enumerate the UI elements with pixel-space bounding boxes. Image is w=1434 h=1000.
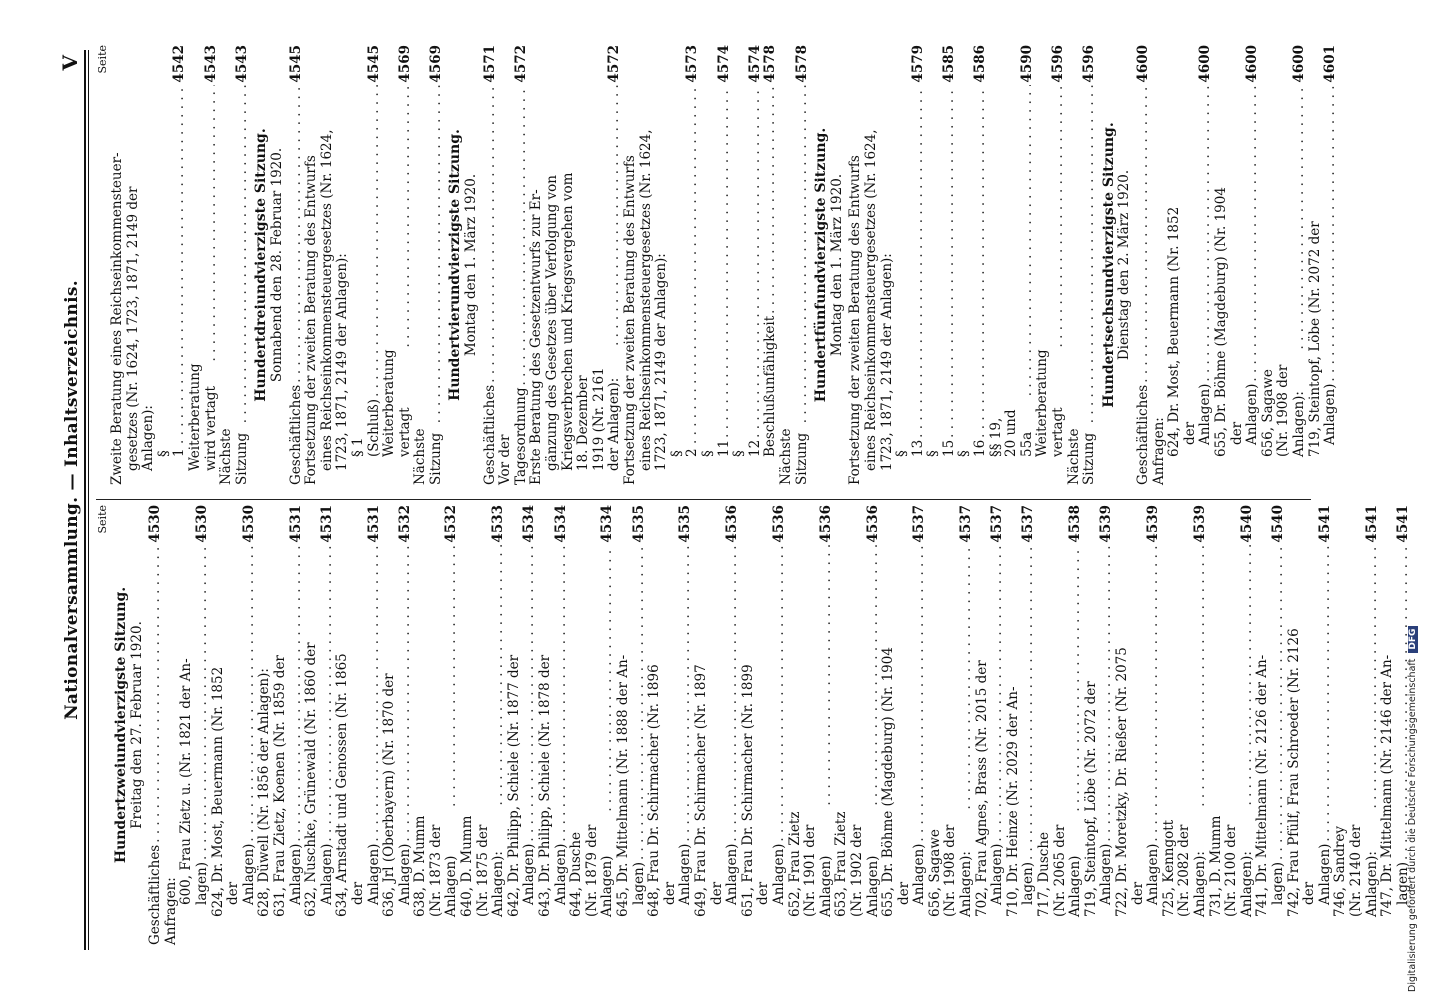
- toc-line: 655, Dr. Böhme (Magdeburg) (Nr. 1904: [1212, 187, 1229, 457]
- dot-leader: [148, 545, 164, 843]
- toc-page-number: 4543: [233, 45, 250, 83]
- toc-entry-text: der Anlagen): [1129, 843, 1162, 905]
- toc-page-number: 4539: [1191, 505, 1208, 543]
- toc-line: 628, Düwell (Nr. 1856 der Anlagen):: [256, 668, 273, 917]
- toc-line: Zweite Beratung eines Reichseinkommensteuer-: [109, 152, 125, 485]
- session-date: Sonnabend den 28. Februar 1920.: [268, 147, 285, 383]
- toc-page-number: 4530: [240, 505, 257, 543]
- toc-entry-text: 656, Sagawe (Nr. 1908 der Anlagen):: [1259, 364, 1307, 457]
- session-heading: Hundertdreiundvierzigste Sitzung.: [253, 128, 270, 402]
- toc-line: eines Reichseinkommensteuergesetzes (Nr. 1624,: [637, 129, 654, 471]
- dot-leader: [398, 85, 414, 348]
- toc-entry: [670, 45, 701, 485]
- toc-page-number: 4534: [552, 505, 569, 543]
- toc-entry: [498, 45, 529, 485]
- dot-leader: [678, 545, 694, 842]
- toc-entry: [1271, 505, 1287, 945]
- toc-page-number: 4531: [287, 505, 304, 543]
- toc-line: 655, Dr. Böhme (Magdeburg) (Nr. 1904: [880, 647, 897, 917]
- toc-page-number: 4540: [1269, 505, 1286, 543]
- toc-entry-text: § 13: [894, 439, 926, 457]
- toc-entry: [148, 505, 164, 945]
- toc-entry-text: Geschäftliches: [287, 384, 304, 485]
- section-label: Anfragen:: [162, 877, 179, 945]
- toc-entry: [351, 45, 382, 485]
- dot-leader: [763, 85, 779, 314]
- toc-line: 719, Steintopf, Löbe (Nr. 2072 der: [1082, 681, 1099, 917]
- dot-leader: [959, 545, 975, 810]
- toc-entry-text: § 15: [925, 439, 957, 457]
- toc-entry-text: Nächste Sitzung: [777, 428, 810, 485]
- toc-entry: [788, 505, 835, 945]
- toc-page-number: 4539: [1145, 505, 1162, 543]
- toc-page-number: 4590: [1018, 45, 1035, 83]
- toc-page-number: 4569: [427, 45, 444, 83]
- toc-entry: [1099, 505, 1115, 945]
- toc-entry-text: Nächste Sitzung: [412, 428, 444, 485]
- toc-entry: [1162, 505, 1209, 945]
- toc-entry-text: §§ 19, 20 und 55a: [987, 409, 1035, 457]
- dot-leader: [717, 85, 733, 438]
- dot-leader: [444, 545, 460, 807]
- footer-credit: [1407, 626, 1418, 992]
- toc-entry-text: lagen): [630, 862, 647, 905]
- toc-entry: [1302, 505, 1333, 945]
- toc-entry-text: § 12: [731, 439, 763, 457]
- dot-leader: [912, 545, 928, 842]
- toc-entry: [413, 45, 444, 485]
- toc-entry-text: Anlagen): [287, 843, 304, 905]
- dot-leader: [1245, 85, 1261, 382]
- toc-entry: [763, 45, 779, 485]
- dot-leader: [990, 545, 1006, 842]
- toc-page-number: 4596: [1081, 45, 1098, 83]
- toc-line: Erste Beratung des Gesetzentwurfs zur Er-: [528, 189, 545, 485]
- toc-line: Kriegsverbrechen und Kriegsvergehen vom: [559, 172, 576, 471]
- toc-entry: [710, 505, 741, 945]
- toc-page-number: 4543: [202, 45, 219, 83]
- dot-leader: [748, 85, 764, 438]
- toc-entry: [895, 45, 926, 485]
- toc-page-number: 4532: [396, 505, 413, 543]
- toc-entry: [990, 505, 1006, 945]
- toc-entry-text: Beschlußunfähigkeit: [762, 315, 779, 457]
- dot-leader: [725, 545, 741, 842]
- toc-page-number: 4574: [746, 45, 763, 83]
- toc-entry: [351, 505, 382, 945]
- toc-entry: [460, 505, 507, 945]
- toc-entry-text: der Anlagen): [1301, 843, 1333, 905]
- toc-page-number: 4536: [770, 505, 787, 543]
- toc-page-number: 4535: [677, 505, 694, 543]
- toc-entry-text: Vor der Tagesordnung: [497, 387, 529, 485]
- dot-leader: [204, 85, 220, 362]
- toc-line: 651, Frau Dr. Schirmacher (Nr. 1899: [739, 664, 756, 917]
- dot-leader: [514, 85, 530, 386]
- seite-label: Seite: [96, 45, 109, 74]
- dot-leader: [1020, 85, 1036, 397]
- seite-label: Seite: [96, 505, 109, 534]
- toc-page-number: 4530: [193, 505, 210, 543]
- dot-leader: [1051, 85, 1067, 348]
- toc-entry: [1333, 505, 1380, 945]
- toc-entry: [1021, 505, 1037, 945]
- dot-leader: [522, 545, 538, 842]
- dot-leader: [1082, 85, 1098, 424]
- toc-line: 631, Frau Zietz, Koenen (Nr. 1859 der: [271, 655, 288, 917]
- toc-entry: [398, 505, 414, 945]
- toc-page-number: 4574: [715, 45, 732, 83]
- toc-page-number: 4541: [1316, 505, 1333, 543]
- toc-page-number: 4601: [1322, 45, 1339, 83]
- toc-line: 710, Dr. Heinze (Nr. 2029 der An-: [1004, 686, 1021, 917]
- dot-leader: [1323, 85, 1339, 382]
- toc-entry: [928, 505, 975, 945]
- toc-entry-text: Weiterberatung vertagt: [381, 349, 413, 457]
- toc-page-number: 4578: [762, 45, 779, 83]
- toc-line: 645, Dr. Mittelmann (Nr. 1888 der An-: [615, 654, 631, 917]
- dot-leader: [685, 85, 701, 444]
- toc-entry-text: Anlagen): [396, 843, 413, 905]
- toc-line: Fortsetzung der zweiten Beratung des Entwurfs: [847, 155, 864, 485]
- dot-leader: [235, 85, 251, 424]
- toc-line: eines Reichseinkommensteuergesetzes (Nr. 1624,: [318, 129, 335, 471]
- toc-entry: [701, 45, 732, 485]
- toc-page-number: 4600: [1135, 45, 1151, 83]
- dot-leader: [1198, 85, 1214, 382]
- toc-entry: [957, 45, 988, 485]
- toc-entry-text: lagen): [193, 862, 210, 905]
- toc-entry-text: lagen): [1394, 862, 1411, 905]
- toc-page-number: 4539: [1098, 505, 1115, 543]
- toc-page-number: 4537: [989, 505, 1006, 543]
- toc-page-number: 4538: [1067, 505, 1084, 543]
- toc-page-number: 4537: [1020, 505, 1037, 543]
- toc-entry: [1230, 45, 1261, 485]
- toc-entry-text: Weiterberatung vertagt: [1034, 349, 1067, 457]
- dot-leader: [289, 545, 305, 842]
- session-heading: Hundertzweiundvierzigste Sitzung.: [113, 586, 129, 864]
- toc-entry-text: 725, Kenngott (Nr. 2082 der Anlagen):: [1160, 819, 1208, 917]
- toc-entry-text: Weiterberatung wird vertagt: [186, 363, 219, 471]
- dot-leader: [398, 545, 414, 842]
- toc-entry: [226, 505, 257, 945]
- toc-page-number: 4532: [443, 505, 460, 543]
- toc-line: gesetzes (Nr. 1624, 1723, 1871, 2149 der: [124, 186, 141, 471]
- dot-leader: [320, 545, 336, 842]
- toc-entry: [1136, 45, 1152, 485]
- toc-page-number: 4537: [958, 505, 975, 543]
- toc-entry-text: der Anlagen): [349, 843, 382, 905]
- toc-entry: [483, 45, 499, 485]
- toc-entry-text: 652, Frau Zietz (Nr. 1901 der Anlagen): [786, 811, 834, 917]
- toc-entry: [1067, 45, 1098, 485]
- toc-page-number: 4600: [1290, 45, 1307, 83]
- dot-leader: [554, 545, 570, 842]
- toc-entry-text: der Anlagen): [755, 843, 787, 905]
- toc-entry: [382, 45, 413, 485]
- toc-entry: [632, 505, 648, 945]
- toc-line: gänzung des Gesetzes über Verfolgung von: [544, 175, 561, 471]
- dot-leader: [1136, 85, 1152, 383]
- section-label: Anfragen:: [1150, 417, 1167, 485]
- toc-entry-text: Anlagen): [552, 843, 569, 905]
- toc-entry: [732, 45, 763, 485]
- header-rule-thin: [88, 50, 89, 950]
- toc-line: 642, Dr. Philipp, Schiele (Nr. 1877 der: [505, 654, 522, 917]
- dot-leader: [911, 85, 927, 438]
- toc-entry-text: 731, D. Mumm (Nr. 2100 der Anlagen):: [1207, 815, 1255, 917]
- dot-leader: [1365, 545, 1381, 809]
- toc-page-number: 4600: [1244, 45, 1261, 83]
- dot-leader: [1318, 545, 1334, 842]
- toc-entry-text: 656, Sagawe (Nr. 1908 der Anlagen):: [926, 824, 975, 917]
- toc-entry: [157, 45, 188, 485]
- toc-entry-text: 653, Frau Zietz (Nr. 1902 der Anlagen): [833, 811, 881, 917]
- toc-entry-text: lagen): [1020, 862, 1037, 905]
- dot-leader: [1146, 545, 1162, 842]
- page-number-roman: V: [58, 55, 82, 71]
- toc-entry: [522, 505, 538, 945]
- toc-line: 648, Frau Dr. Schirmacher (Nr. 1896: [646, 664, 663, 917]
- toc-entry: [289, 505, 305, 945]
- dot-leader: [195, 545, 211, 860]
- toc-entry-text: der Anlagen): [661, 843, 694, 905]
- toc-page-number: 4540: [1238, 505, 1255, 543]
- toc-entry-text: der Anlagen): [708, 843, 741, 905]
- toc-entry: [554, 505, 570, 945]
- toc-line: 1723, 1871, 2149 der Anlagen):: [334, 253, 351, 471]
- toc-page-number: 4542: [171, 45, 188, 83]
- session-date: Montag den 1. März 1920.: [828, 173, 845, 357]
- toc-page-number: 4586: [972, 45, 989, 83]
- toc-line: Anlagen):: [140, 405, 157, 471]
- toc-entry-text: Geschäftliches: [1135, 384, 1151, 485]
- dot-leader: [772, 545, 788, 842]
- dot-leader: [491, 545, 507, 806]
- toc-entry: [1261, 45, 1308, 485]
- dfg-logo: DFG: [1408, 626, 1418, 653]
- toc-page-number: 4531: [365, 505, 382, 543]
- toc-line: 649, Frau Dr. Schirmacher (Nr. 1897: [692, 664, 709, 917]
- toc-entry: [663, 505, 694, 945]
- toc-entry: [834, 505, 881, 945]
- toc-entry-text: § 1 (Schluß): [349, 398, 382, 457]
- toc-entry: [1183, 45, 1214, 485]
- toc-page-number: 4535: [630, 505, 647, 543]
- toc-entry: [1035, 45, 1066, 485]
- dot-leader: [483, 85, 499, 383]
- toc-entry-text: Nächste Sitzung: [218, 428, 250, 485]
- toc-line: 600, Frau Zietz u. (Nr. 1821 der An-: [178, 658, 195, 905]
- toc-page-number: 4536: [724, 505, 741, 543]
- toc-page-number: 4600: [1197, 45, 1214, 83]
- toc-entry-text: Anlagen): [989, 843, 1006, 905]
- toc-line: Fortsetzung der zweiten Beratung des Entwurfs: [622, 155, 638, 485]
- toc-entry: [1131, 505, 1162, 945]
- dot-leader: [600, 545, 616, 812]
- dot-leader: [1099, 545, 1115, 842]
- toc-page-number: 4536: [864, 505, 881, 543]
- toc-entry-text: Geschäftliches: [147, 844, 164, 945]
- toc-line: 702, Frau Agnes, Brass (Nr. 2015 der: [973, 660, 990, 917]
- toc-page-number: 4530: [147, 505, 164, 543]
- toc-page-number: 4541: [1363, 505, 1380, 543]
- dot-leader: [866, 545, 882, 806]
- dot-leader: [1271, 545, 1287, 860]
- dot-leader: [819, 545, 835, 806]
- toc-page-number: 4545: [365, 45, 382, 83]
- toc-line: 632, Nuschke, Grünewald (Nr. 1860 der: [303, 642, 320, 917]
- toc-entry-text: Anlagen): [521, 843, 538, 905]
- toc-entry: [1323, 45, 1339, 485]
- toc-entry-text: § 11: [699, 439, 732, 457]
- toc-page-number: 4533: [490, 505, 507, 543]
- toc-page-number: 4596: [1050, 45, 1067, 83]
- toc-page-number: 4536: [817, 505, 834, 543]
- toc-entry: [1209, 505, 1256, 945]
- dot-leader: [973, 85, 989, 438]
- toc-entry-text: 640, D. Mumm (Nr. 1875 der Anlagen):: [459, 815, 507, 917]
- toc-entry-text: Geschäftliches: [481, 384, 498, 485]
- toc-page-number: 4571: [481, 45, 498, 83]
- right-column: [96, 45, 1339, 485]
- dot-leader: [367, 85, 383, 397]
- toc-line: 742, Frau Pfülf, Frau Schroeder (Nr. 2126: [1285, 628, 1302, 917]
- session-heading: Hundertfünfundvierzigste Sitzung.: [813, 127, 830, 403]
- toc-line: 1723, 1871, 2149 der Anlagen):: [653, 253, 670, 471]
- toc-entry-text: § 1: [155, 448, 188, 457]
- toc-entry-text: 638, D. Mumm (Nr. 1873 der Anlagen): [412, 815, 460, 917]
- session-heading: Hundertvierundvierzigste Sitzung.: [447, 129, 464, 401]
- toc-entry-text: § 16: [956, 439, 989, 457]
- toc-entry: [1037, 505, 1084, 945]
- toc-page-number: 4531: [318, 505, 335, 543]
- toc-entry-text: Anlagen): [1098, 843, 1115, 905]
- toc-entry: [989, 45, 1036, 485]
- toc-line: 634, Arnstadt und Genossen (Nr. 1865: [334, 653, 351, 917]
- toc-line: 741, Dr. Mittelmann (Nr. 2126 der An-: [1254, 654, 1271, 917]
- dot-leader: [172, 85, 188, 444]
- dot-leader: [795, 85, 811, 424]
- toc-entry: [195, 505, 211, 945]
- dot-leader: [1021, 545, 1037, 860]
- toc-line: 643, Dr. Philipp, Schiele (Nr. 1878 der: [537, 654, 554, 917]
- session-date: Dienstag den 2. März 1920.: [1116, 169, 1133, 361]
- toc-entry-text: § 2: [668, 448, 701, 457]
- toc-entry: [569, 505, 616, 945]
- toc-entry-text: 644, Dusche (Nr. 1879 der Anlagen): [568, 824, 616, 917]
- toc-page-number: 4537: [911, 505, 928, 543]
- toc-line: eines Reichseinkommensteuergesetzes (Nr. 1624,: [862, 129, 879, 471]
- column-divider: [96, 499, 1311, 500]
- footer-text: Digitalisierung gefördert durch die Deutsche Forschungsgemeinschaft: [1407, 658, 1418, 992]
- toc-page-number: 4545: [287, 45, 304, 83]
- dot-leader: [429, 85, 445, 424]
- dot-leader: [1240, 545, 1256, 806]
- dot-leader: [1193, 545, 1209, 807]
- toc-page-number: 4569: [396, 45, 413, 83]
- toc-entry-text: lagen): [1269, 862, 1286, 905]
- toc-entry: [219, 45, 250, 485]
- toc-entry-text: Anlagen): [318, 843, 335, 905]
- toc-entry: [413, 505, 460, 945]
- toc-entry-text: 717, Dusche (Nr. 2065 der Anlagen): [1036, 824, 1084, 917]
- toc-page-number: 4573: [684, 45, 701, 83]
- toc-entry-text: der Anlagen): [1181, 383, 1214, 445]
- toc-entry-text: Nächste Sitzung: [1065, 428, 1098, 485]
- toc-entry: [926, 45, 957, 485]
- session-date: Montag den 1. März 1920.: [463, 173, 480, 357]
- toc-entry-text: 746, Sandrey (Nr. 2140 der Anlagen):: [1332, 824, 1380, 917]
- dot-leader: [942, 85, 958, 438]
- header-rule: [84, 50, 86, 950]
- toc-line: 747, Dr. Mittelmann (Nr. 2146 der An-: [1379, 654, 1396, 917]
- toc-page-number: 4579: [909, 45, 926, 83]
- toc-line: 636, Jrl (Oberbayern) (Nr. 1870 der: [381, 673, 398, 917]
- toc-entry: [289, 45, 305, 485]
- dot-leader: [242, 545, 258, 842]
- toc-line: 719, Steintopf, Löbe (Nr. 2072 der: [1306, 221, 1323, 457]
- dot-leader: [289, 85, 305, 383]
- toc-line: 1723, 1871, 2149 der Anlagen):: [878, 253, 895, 471]
- dot-leader: [1292, 85, 1308, 350]
- toc-page-number: 4585: [940, 45, 957, 83]
- session-date: Freitag den 27. Februar 1920.: [128, 621, 145, 829]
- toc-page-number: 4572: [512, 45, 529, 83]
- toc-page-number: 4534: [521, 505, 538, 543]
- dot-leader: [367, 545, 383, 842]
- toc-entry: [320, 505, 336, 945]
- toc-entry-text: der Anlagen): [1228, 383, 1261, 445]
- page-title: Nationalversammlung. — Inhaltsverzeichnis.: [62, 280, 82, 720]
- toc-page-number: 4541: [1394, 505, 1411, 543]
- left-column: [96, 505, 1411, 945]
- toc-entry: [779, 45, 810, 485]
- toc-entry: [756, 505, 787, 945]
- toc-page-number: 4578: [793, 45, 810, 83]
- toc-line: 624, Dr. Most, Beuermann (Nr. 1852: [1166, 206, 1183, 457]
- dot-leader: [607, 85, 623, 346]
- toc-entry-text: Anlagen): [1322, 383, 1339, 445]
- session-heading: Hundertsechsundvierzigste Sitzung.: [1100, 122, 1117, 408]
- toc-entry: [188, 45, 219, 485]
- toc-line: 722, Dr. Moretzky, Dr. Rießer (Nr. 2075: [1114, 647, 1130, 917]
- toc-page-number: 4534: [599, 505, 616, 543]
- toc-entry: [897, 505, 928, 945]
- dot-leader: [1068, 545, 1084, 812]
- dot-leader: [632, 545, 648, 860]
- toc-page-number: 4572: [606, 45, 623, 83]
- toc-entry-text: der Anlagen): [225, 843, 257, 905]
- toc-entry-text: 18. Dezember 1919 (Nr. 2161 der Anlagen):: [575, 367, 623, 471]
- toc-line: 624, Dr. Most, Beuermann (Nr. 1852: [209, 666, 226, 917]
- toc-entry: [576, 45, 623, 485]
- toc-line: Fortsetzung der zweiten Beratung des Entwurfs: [303, 155, 320, 485]
- toc-entry-text: der Anlagen): [895, 843, 928, 905]
